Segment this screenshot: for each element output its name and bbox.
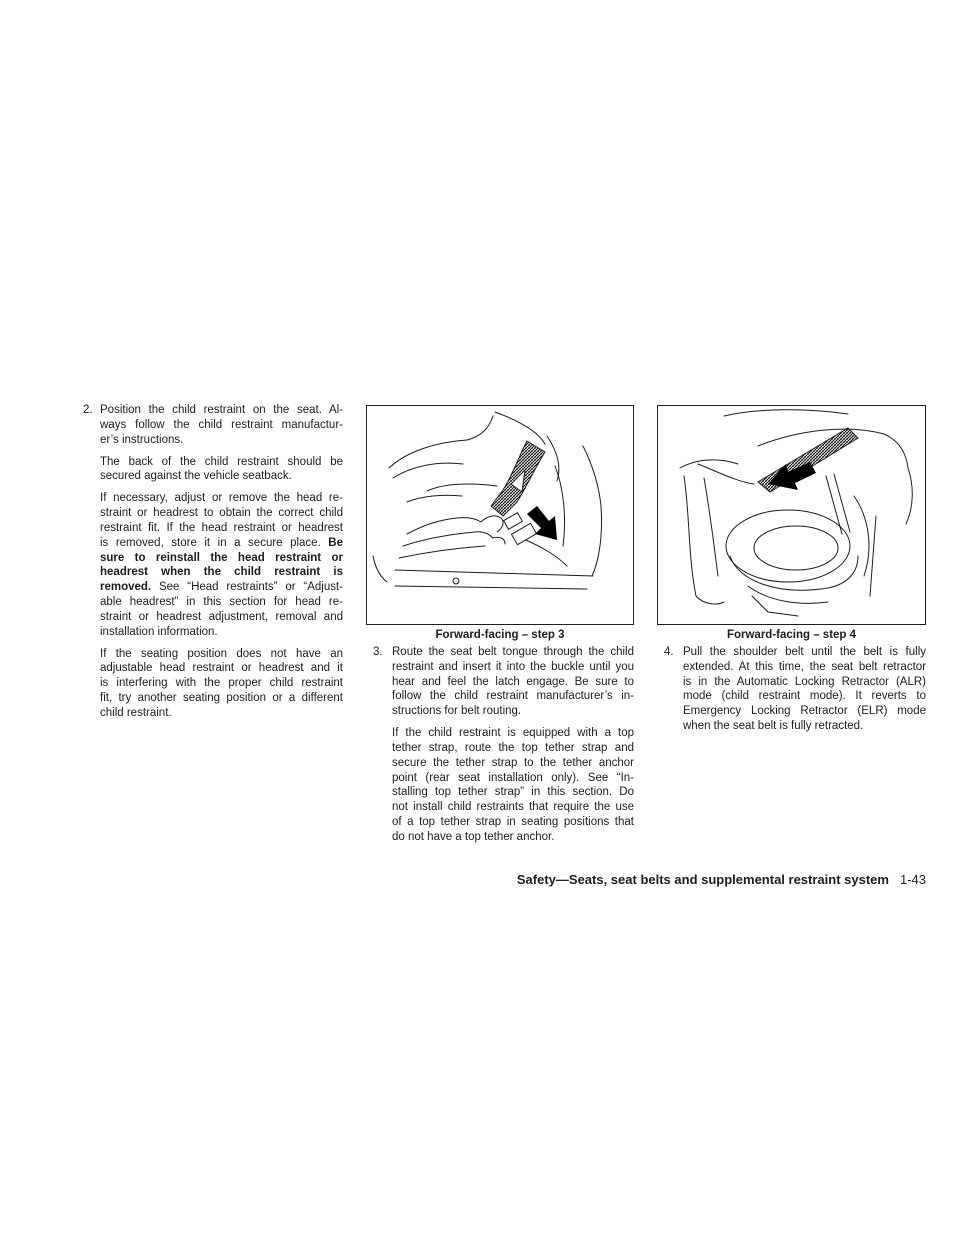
- seat-frame: [870, 516, 876, 596]
- text-line: hear and feel the latch engage. Be sure to: [392, 675, 634, 688]
- text-line: straint or headrest adjustment, removal and: [100, 610, 343, 623]
- child-seat-shell: [726, 510, 850, 582]
- seat-front-edge: [373, 556, 387, 582]
- text-line: mode (child restraint mode). It reverts to: [683, 690, 926, 703]
- leg-outline: [704, 478, 718, 576]
- finger-outline: [493, 537, 505, 544]
- latch-strap: [826, 476, 842, 534]
- text-line: tether strap, route the top tether strap and: [392, 741, 634, 754]
- page-number: 1-43: [899, 872, 926, 887]
- text-line: do not have a top tether anchor.: [392, 830, 555, 843]
- text-line: [100, 536, 343, 551]
- seat-frame: [854, 496, 869, 576]
- step-3-drawing: [367, 406, 633, 624]
- vehicle-seat-outline: [724, 410, 912, 596]
- arm-outline: [698, 464, 754, 484]
- illustration-forward-facing-step-3: [366, 405, 634, 625]
- hands: [399, 516, 505, 558]
- text-line: follow the child restraint manufacturer’s in-: [392, 690, 634, 703]
- text-line: able headrest” in this section for head re-: [100, 595, 343, 608]
- text-line: structions for belt routing.: [392, 705, 522, 718]
- hand-outline: [399, 546, 485, 558]
- step-2-number: 2.: [83, 404, 93, 416]
- paragraph: [100, 647, 343, 721]
- text-line: [100, 580, 343, 595]
- text-line: Emergency Locking Retractor (ELR) mode: [683, 705, 926, 718]
- text-line: is in the Automatic Locking Retractor (ALR): [683, 675, 926, 688]
- anchor-point: [453, 578, 459, 584]
- section-title: Safety—Seats, seat belts and supplemental restraint system: [516, 872, 889, 887]
- text-line: secured against the vehicle seatback.: [100, 470, 292, 483]
- text-line: The back of the child restraint should be: [100, 455, 343, 468]
- text-run: See “Head restraints” or “Adjust-: [151, 581, 343, 594]
- child-seat-base: [748, 586, 828, 603]
- text-line: extended. At this time, the seat belt retractor: [683, 660, 926, 673]
- vehicle-seat-outline: [373, 412, 602, 589]
- hand-outline: [403, 532, 493, 546]
- step-4-number: 4.: [664, 646, 674, 658]
- seatback-contour: [393, 463, 463, 478]
- paragraph: [392, 726, 634, 844]
- person: [680, 460, 754, 604]
- figure-caption-step-4: Forward-facing – step 4: [726, 629, 857, 641]
- belt-tongue: [504, 513, 523, 530]
- step-3-number: 3.: [373, 646, 383, 658]
- text-line: Pull the shoulder belt until the belt is fully: [683, 646, 926, 658]
- buckle-body: [511, 523, 536, 544]
- paragraph: [100, 403, 343, 447]
- text-line: point (rear seat installation only). See “In-: [392, 771, 634, 784]
- text-line: is interfering with the proper child restraint: [100, 677, 343, 690]
- bold-warning-text: headrest when the child restraint is: [100, 566, 343, 579]
- paragraph: [100, 455, 343, 485]
- foot-outline: [696, 596, 724, 604]
- text-line: fit, try another seating position or a different: [100, 691, 343, 704]
- finger-outline: [481, 516, 503, 532]
- hand-outline: [407, 518, 481, 534]
- seatback-contour: [467, 416, 493, 440]
- text-line: ways follow the child restraint manufactur-: [100, 418, 343, 431]
- text-line: stalling top tether strap” in this section. Do: [392, 786, 634, 799]
- text-line: If the seating position does not have an: [100, 647, 343, 660]
- bold-warning-text: Be: [328, 536, 343, 549]
- child-seat-inner: [754, 526, 838, 570]
- leg-outline: [684, 476, 696, 596]
- text-line: restraint and insert it into the buckle until you: [392, 660, 634, 673]
- step-3-text: [392, 645, 634, 845]
- text-run: is removed, store it in a secure place.: [100, 536, 329, 549]
- child-seat-base: [730, 556, 858, 590]
- text-line: Route the seat belt tongue through the child: [392, 646, 634, 658]
- bold-warning-text: removed.: [100, 581, 152, 594]
- seatback-contour: [724, 410, 848, 416]
- text-line: restraint fit. If the head restraint or headrest: [100, 521, 343, 534]
- text-line: adjustable head restraint or headrest and it: [100, 662, 343, 675]
- text-line: not install child restraints that require the use: [392, 801, 634, 814]
- text-line: If necessary, adjust or remove the head re-: [100, 492, 343, 505]
- text-line: child restraint.: [100, 706, 172, 719]
- illustration-forward-facing-step-4: [657, 405, 926, 625]
- child-seat-top: [495, 412, 545, 444]
- cushion-contour: [427, 484, 497, 491]
- text-line: er’s instructions.: [100, 433, 184, 446]
- text-line: If the child restraint is equipped with a top: [392, 727, 634, 740]
- step-4-drawing: [658, 406, 925, 624]
- paragraph: [392, 645, 634, 719]
- figure-caption-step-3: Forward-facing – step 3: [435, 629, 565, 641]
- seat-base-line: [395, 586, 587, 589]
- torso-outline: [680, 460, 738, 468]
- text-line: [100, 551, 343, 566]
- step-4-text: [683, 645, 926, 734]
- step-2-text: [100, 403, 343, 721]
- seatback-contour: [906, 468, 912, 524]
- text-line: of a top tether strap in seating positions that: [392, 815, 634, 828]
- text-line: [100, 565, 343, 580]
- bold-warning-text: sure to reinstall the head restraint or: [100, 551, 343, 564]
- text-line: Position the child restraint on the seat. Al-: [100, 404, 343, 416]
- page-footer: [517, 871, 926, 888]
- child-seat-side: [547, 436, 559, 481]
- child-restraint: [726, 474, 858, 616]
- text-line: straint or headrest to obtain the correct child: [100, 507, 343, 520]
- text-line: installation information.: [100, 625, 218, 638]
- seat-side-edge: [583, 446, 602, 576]
- paragraph: [683, 645, 926, 734]
- text-line: secure the tether strap to the tether anchor: [392, 756, 634, 769]
- seat-cushion-line: [395, 570, 593, 576]
- paragraph: [100, 491, 343, 639]
- text-line: when the seat belt is fully retracted.: [683, 719, 864, 732]
- cushion-contour: [407, 495, 462, 502]
